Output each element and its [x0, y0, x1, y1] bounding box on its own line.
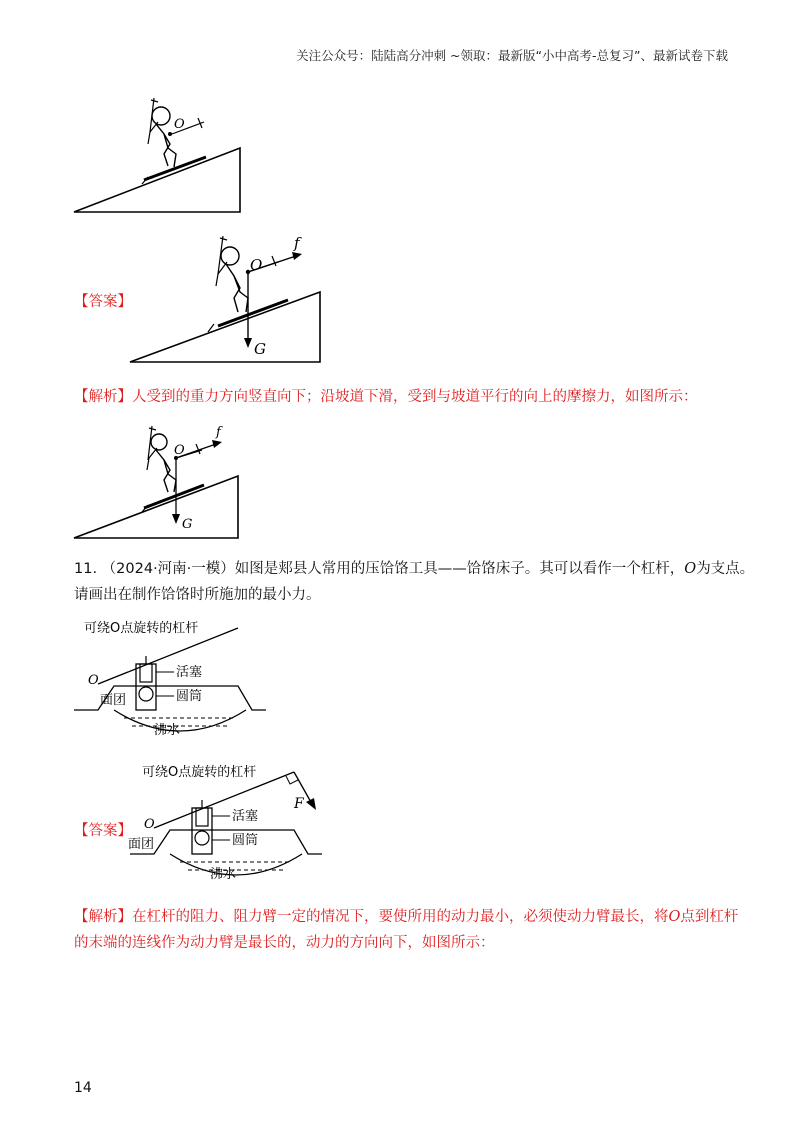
- lever-label: 可绕O点旋转的杠杆: [84, 621, 199, 636]
- question-source: （2024·河南·一模）: [101, 561, 235, 577]
- analysis-paragraph: [74, 384, 698, 410]
- analysis-2-line2: 的末端的连线作为动力臂是最长的，动力的方向向下，如图所示：: [74, 935, 495, 951]
- answer-tag: 【答案】: [74, 823, 132, 839]
- pivot-o-label: O: [250, 256, 263, 274]
- friction-f-label: f: [294, 234, 300, 252]
- friction-f-label: f: [216, 425, 221, 440]
- skier-force-answer-figure: [126, 232, 326, 368]
- piston-label: 活塞: [176, 665, 203, 680]
- skier-force-analysis-figure: [70, 422, 250, 542]
- force-f-label: F: [294, 796, 304, 812]
- analysis-tag: 【解析】: [74, 909, 132, 925]
- question-11-line1: [74, 556, 754, 582]
- analysis-2-line1: [74, 904, 738, 930]
- water-label: 沸水: [154, 723, 181, 738]
- dough-label: 面团: [100, 693, 127, 708]
- pivot-o-label: O: [174, 443, 185, 458]
- skier-slope-figure: [70, 92, 250, 216]
- cylinder-label: 圆筒: [232, 833, 259, 848]
- question-text-end: 为支点。: [696, 561, 755, 577]
- gravity-g-label: G: [182, 517, 193, 532]
- question-number: 11.: [74, 561, 98, 577]
- water-label: 沸水: [210, 867, 237, 882]
- cylinder-label: 圆筒: [176, 689, 203, 704]
- analysis-text: 人受到的重力方向竖直向下；沿坡道下滑，受到与坡道平行的向上的摩擦力，如图所示：: [132, 389, 698, 405]
- noodle-press-answer-figure: [126, 760, 356, 894]
- o-symbol: O: [684, 561, 697, 577]
- question-text: 如图是郏县人常用的压饸饹工具——饸饹床子。其可以看作一个杠杆，: [234, 561, 685, 577]
- analysis-text-end: 点到杠杆: [680, 909, 739, 925]
- analysis-text: 在杠杆的阻力、阻力臂一定的情况下，要使所用的动力最小，必须使动力臂最长，将: [132, 909, 669, 925]
- piston-label: 活塞: [232, 809, 259, 824]
- pivot-o-label: O: [88, 673, 99, 688]
- question-11-line2: 请画出在制作饸饹时所施加的最小力。: [74, 587, 321, 603]
- pivot-o-label: O: [174, 117, 185, 132]
- lever-label: 可绕O点旋转的杠杆: [142, 765, 257, 780]
- dough-label: 面团: [128, 837, 155, 852]
- noodle-press-figure: [70, 616, 280, 746]
- answer-tag: 【答案】: [74, 294, 132, 310]
- o-symbol: O: [668, 909, 681, 925]
- analysis-tag: 【解析】: [74, 389, 132, 405]
- page-number: 14: [74, 1080, 92, 1096]
- pivot-o-label: O: [144, 817, 155, 832]
- gravity-g-label: G: [254, 340, 266, 358]
- page-header: 关注公众号：陆陆高分冲刺 ~领取：最新版“小中高考-总复习”、最新试卷下载: [296, 48, 728, 63]
